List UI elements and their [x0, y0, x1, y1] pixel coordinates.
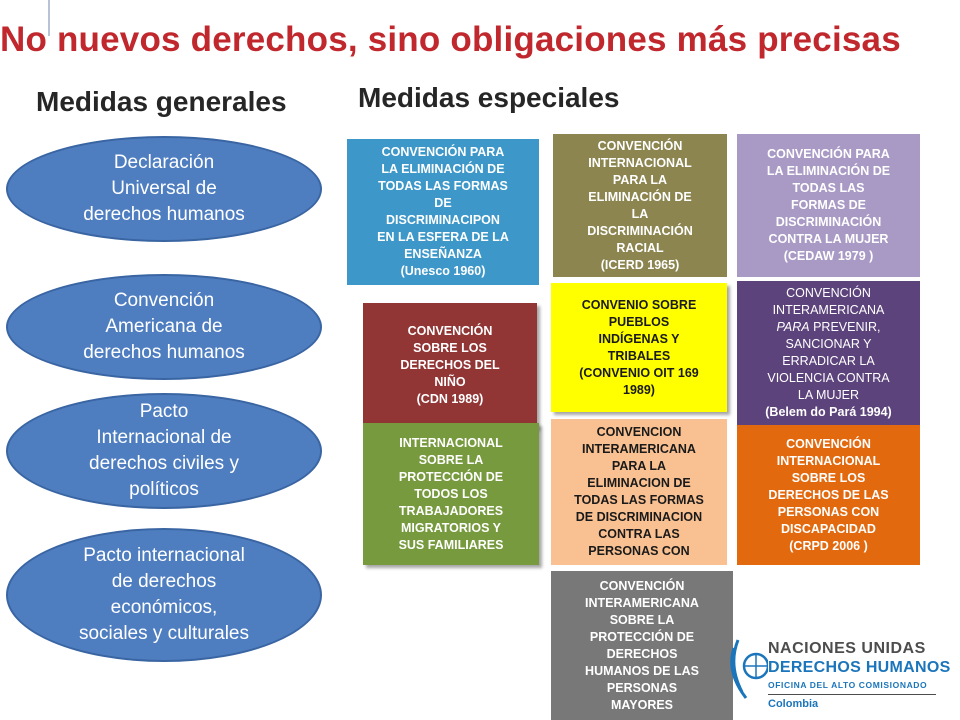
ellipse-label: Pacto internacional de derechos económicos, sociales y culturales	[78, 545, 250, 644]
ellipse-label: Pacto Internacional de derechos civiles y políticos	[89, 401, 239, 500]
belem-text-para: PARA	[776, 320, 810, 334]
belem-text-2: PREVENIR, SANCIONAR Y ERRADICAR LA VIOLENCIA CONTRA LA MUJER	[767, 320, 890, 402]
box-personas-mayores: CONVENCIÓN INTERAMERICANA SOBRE LA PROTECCIÓN DE DERECHOS HUMANOS DE LAS PERSONAS MAYORES	[551, 571, 733, 720]
un-human-rights-logo	[728, 612, 960, 720]
belem-text-3: (Belem do Pará 1994)	[765, 405, 892, 419]
ellipse-label: Declaración Universal de derechos humanos	[83, 152, 245, 225]
ellipse-convencion-americana	[6, 274, 322, 380]
ellipse-pacto-civiles-politicos	[6, 393, 322, 509]
box-trabajadores-migratorios: INTERNACIONAL SOBRE LA PROTECCIÓN DE TODOS LOS TRABAJADORES MIGRATORIOS Y SUS FAMILIARES	[363, 423, 539, 565]
belem-text-1: CONVENCIÓN INTERAMERICANA	[772, 286, 885, 317]
box-cdn-1989: CONVENCIÓN SOBRE LOS DERECHOS DEL NIÑO (CDN 1989)	[363, 303, 537, 428]
logo-text-naciones-unidas: NACIONES UNIDAS	[768, 640, 926, 657]
logo-divider	[768, 694, 936, 695]
box-cedaw-1979: CONVENCIÓN PARA LA ELIMINACIÓN DE TODAS LAS FORMAS DE DISCRIMINACIÓN CONTRA LA MUJER (CEDAW 1979 )	[737, 134, 920, 277]
box-discapacidad-interamericana: CONVENCION INTERAMERICANA PARA LA ELIMINACION DE TODAS LAS FORMAS DE DISCRIMINACION CONTRA LAS PERSONAS CON	[551, 419, 727, 565]
heading-general-measures: Medidas generales	[36, 86, 287, 117]
logo-text-derechos-humanos: DERECHOS HUMANOS	[768, 659, 951, 676]
ellipse-label: Convención Americana de derechos humanos	[83, 290, 245, 363]
box-oit-169: CONVENIO SOBRE PUEBLOS INDÍGENAS Y TRIBALES (CONVENIO OIT 169 1989)	[551, 283, 727, 412]
heading-special-measures: Medidas especiales	[358, 82, 620, 113]
un-emblem-icon	[728, 620, 768, 710]
box-unesco-1960: CONVENCIÓN PARA LA ELIMINACIÓN DE TODAS LAS FORMAS DE DISCRIMINACIPON EN LA ESFERA DE LA ENSEÑANZA (Unesco 1960)	[347, 139, 539, 285]
box-crpd-2006: CONVENCIÓN INTERNACIONAL SOBRE LOS DERECHOS DE LAS PERSONAS CON DISCAPACIDAD (CRPD 2006 )	[737, 425, 920, 565]
box-belem-do-para-1994	[737, 281, 920, 425]
slide-title: No nuevos derechos, sino obligaciones más precisas	[0, 20, 901, 59]
logo-text-colombia: Colombia	[768, 698, 819, 710]
box-icerd-1965: CONVENCIÓN INTERNACIONAL PARA LA ELIMINACIÓN DE LA DISCRIMINACIÓN RACIAL (ICERD 1965)	[553, 134, 727, 277]
logo-text-oficina: OFICINA DEL ALTO COMISIONADO	[768, 680, 928, 690]
ellipse-pacto-desc	[6, 528, 322, 662]
ellipse-declaracion-universal	[6, 136, 322, 242]
